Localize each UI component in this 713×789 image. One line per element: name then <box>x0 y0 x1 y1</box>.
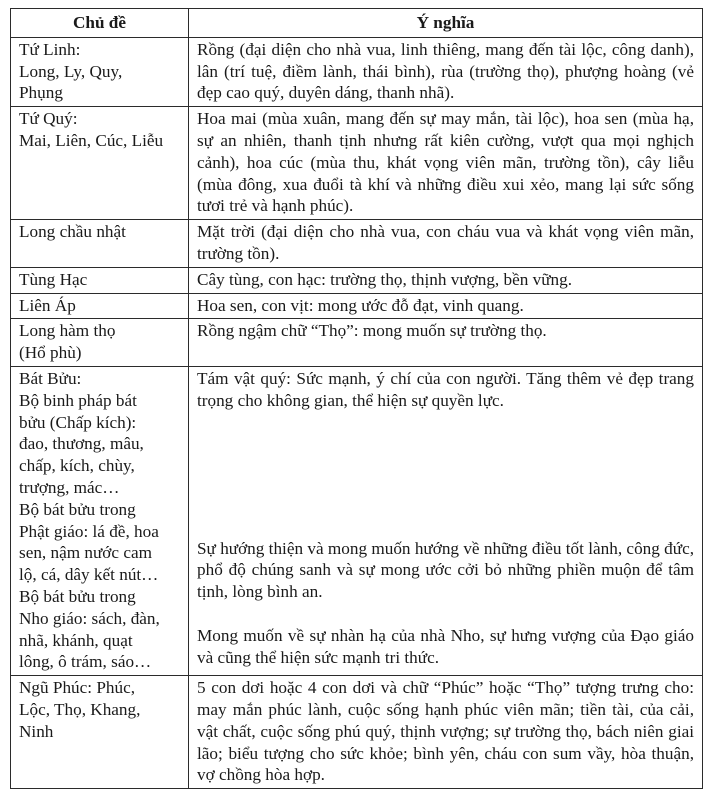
topic-line: Bộ binh pháp bát <box>19 390 137 410</box>
topic-cell <box>11 366 189 675</box>
meaning-cell: Rồng (đại diện cho nhà vua, linh thiêng, mang đến tài lộc, công danh), lân (trí tuệ, điềm lành, thái bình), rùa (trường thọ), phượng hoàng (vẻ đẹp cao quý, duyên dáng, thanh nhã). <box>189 37 703 106</box>
topic-cell <box>11 676 189 789</box>
symbol-meaning-table <box>10 8 703 789</box>
table-row <box>11 220 703 268</box>
topic-cell <box>11 267 189 293</box>
meaning-paragraph: Sự hướng thiện và mong muốn hướng về những điều tốt lành, công đức, phổ độ chúng sanh và sự mong ước cởi bỏ những phiền muộn để tâm tịnh, lòng bình an. <box>197 538 694 602</box>
meaning-cell <box>189 366 703 675</box>
meaning-cell: Mặt trời (đại diện cho nhà vua, con cháu vua và khát vọng viên mãn, trường tồn). <box>189 220 703 268</box>
topic-line: đao, thương, mâu, <box>19 434 144 454</box>
topic-cell <box>11 319 189 367</box>
topic-cell <box>11 293 189 319</box>
header-meaning: Ý nghĩa <box>189 9 703 38</box>
meaning-paragraph: Mong muốn về sự nhàn hạ của nhà Nho, sự hưng vượng của Đạo giáo và cũng thể hiện sức mạnh tri thức. <box>197 625 694 667</box>
meaning-cell: 5 con dơi hoặc 4 con dơi và chữ “Phúc” hoặc “Thọ” tượng trưng cho: may mắn phúc lành, cuộc sống hạnh phúc viên mãn; tiền tài, của cải, vật chất, cuộc sống phú quý, thịnh vượng; sự trường thọ, bách niên giai lão; biểu tượng cho sức khỏe; bình yên, cháu con sum vầy, hòa thuận, vợ chồng hòa hợp. <box>189 676 703 789</box>
meaning-cell: Cây tùng, con hạc: trường thọ, thịnh vượng, bền vững. <box>189 267 703 293</box>
topic-line: Long, Ly, Quy, <box>19 61 123 81</box>
topic-line: Nho giáo: sách, đàn, <box>19 608 160 628</box>
meaning-cell: Rồng ngậm chữ “Thọ”: mong muốn sự trường thọ. <box>189 319 703 367</box>
topic-line: trượng, mác… <box>19 477 120 497</box>
topic-line: Phụng <box>19 83 63 103</box>
topic-line: Liên Áp <box>19 295 76 315</box>
meaning-paragraph: Tám vật quý: Sức mạnh, ý chí của con người. Tăng thêm vẻ đẹp trang trọng cho không gian, thể hiện sự quyền lực. <box>197 368 694 410</box>
topic-line: Long chầu nhật <box>19 222 126 242</box>
header-topic: Chủ đề <box>11 9 189 38</box>
topic-line: Tùng Hạc <box>19 269 88 289</box>
topic-line: sen, nậm nước cam <box>19 543 152 563</box>
table-row <box>11 319 703 367</box>
topic-line: nhã, khánh, quạt <box>19 630 133 650</box>
topic-cell <box>11 107 189 220</box>
table-row <box>11 366 703 675</box>
header-row <box>11 9 703 38</box>
meaning-cell: Hoa mai (mùa xuân, mang đến sự may mắn, tài lộc), hoa sen (mùa hạ, sự an nhiên, thanh tịnh nhưng rất kiên cường, vượt qua mọi nghịch cảnh), hoa cúc (mùa thu, khát vọng viên mãn, trường tồn), cây liễu (mùa đông, xua đuổi tà khí và những điều xui xẻo, mang lại sức sống tươi trẻ và hạnh phúc). <box>189 107 703 220</box>
topic-line: Long hàm thọ <box>19 321 116 341</box>
topic-line: Bộ bát bửu trong <box>19 586 136 606</box>
meaning-cell: Hoa sen, con vịt: mong ước đỗ đạt, vinh quang. <box>189 293 703 319</box>
table-row <box>11 107 703 220</box>
table-row <box>11 37 703 106</box>
topic-line: Tứ Linh: <box>19 39 81 59</box>
table-row <box>11 267 703 293</box>
topic-line: Bộ bát bửu trong <box>19 499 136 519</box>
table-row <box>11 293 703 319</box>
topic-cell <box>11 37 189 106</box>
paragraph-spacer <box>197 412 694 538</box>
paragraph-spacer <box>197 603 694 625</box>
topic-line: bửu (Chấp kích): <box>19 412 137 432</box>
table-row <box>11 676 703 789</box>
topic-line: lộ, cá, dây kết nút… <box>19 565 159 585</box>
topic-line: Ngũ Phúc: Phúc, <box>19 678 136 698</box>
topic-line: chấp, kích, chùy, <box>19 456 135 476</box>
topic-line: Ninh <box>19 721 54 741</box>
topic-cell <box>11 220 189 268</box>
topic-line: (Hổ phù) <box>19 343 82 363</box>
topic-line: Lộc, Thọ, Khang, <box>19 699 141 719</box>
topic-line: Bát Bửu: <box>19 368 82 388</box>
topic-line: Mai, Liên, Cúc, Liễu <box>19 130 164 150</box>
topic-line: lông, ô trám, sáo… <box>19 652 152 672</box>
topic-line: Tứ Quý: <box>19 109 78 129</box>
topic-line: Phật giáo: lá đề, hoa <box>19 521 159 541</box>
